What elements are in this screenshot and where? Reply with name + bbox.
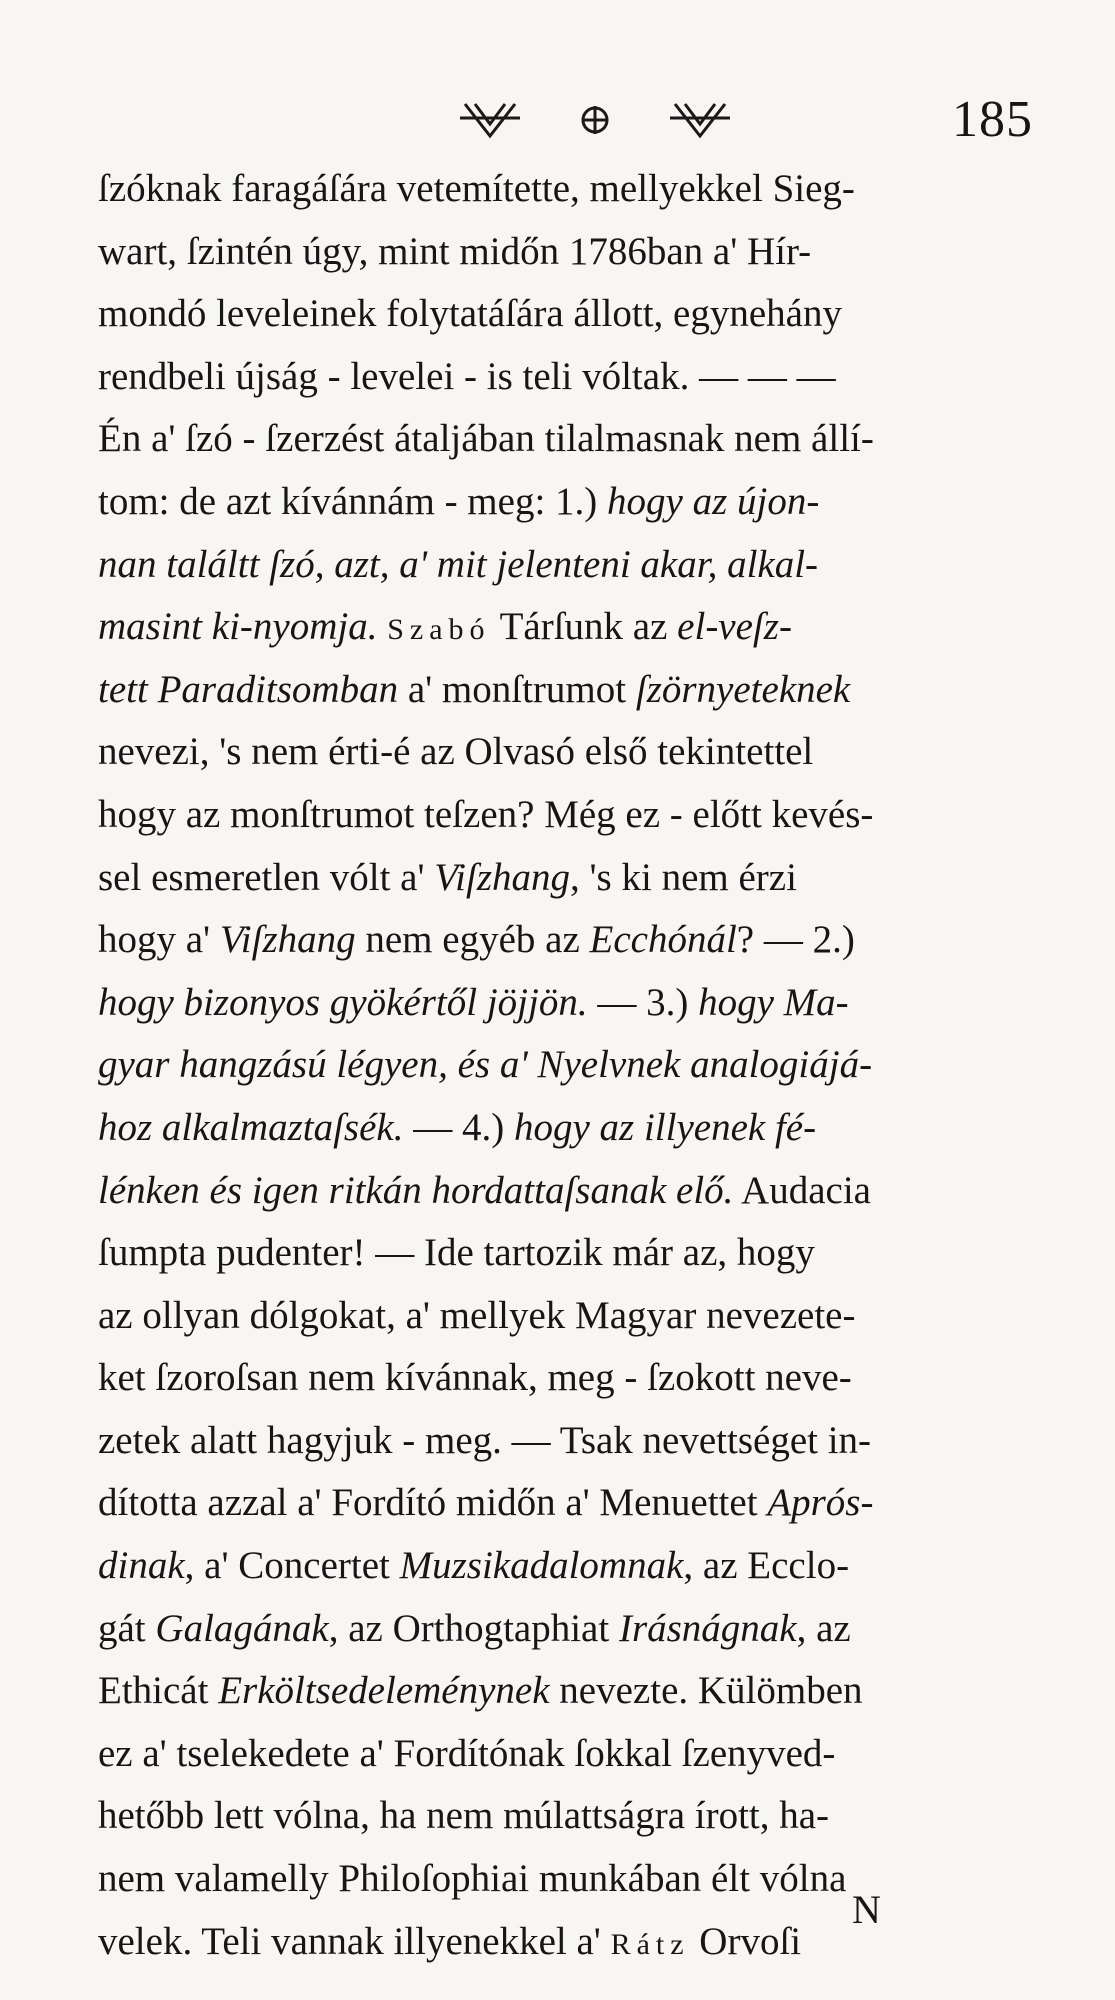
italic-text: hogy az újon- (607, 479, 820, 523)
text-line-content (98, 659, 850, 722)
roman-text: tom: de azt kívánnám - meg: 1.) (98, 479, 608, 523)
text-line (98, 1785, 1058, 1848)
text-line (98, 721, 1058, 784)
text-line (98, 1598, 1058, 1661)
text-line-content (98, 1347, 852, 1410)
text-line (98, 1160, 1058, 1223)
italic-text: Galagának (155, 1606, 329, 1650)
italic-text: tett Paraditsomban (98, 667, 399, 711)
text-line-content (98, 972, 849, 1035)
italic-text: hogy Ma- (698, 980, 849, 1024)
roman-text: Audacia (733, 1168, 871, 1212)
italic-text: Viſzhang (219, 918, 356, 962)
roman-text: — 3.) (587, 980, 699, 1024)
spaced-name-text: Rátz (610, 1927, 690, 1961)
text-line-content (98, 1785, 829, 1848)
text-line-content (98, 346, 836, 409)
roman-text: hogy a' (98, 918, 220, 962)
text-line-content (98, 1660, 863, 1723)
text-line (98, 221, 1058, 284)
text-line-content (98, 721, 813, 784)
italic-text: Erköltsedeleménynek (218, 1669, 550, 1713)
text-line-content (98, 1598, 851, 1661)
text-line (98, 596, 1058, 659)
roman-text: ? — 2.) (736, 918, 855, 962)
italic-text: hogy az illyenek fé- (513, 1105, 817, 1149)
text-line-content (98, 408, 874, 471)
text-line-content (98, 1222, 815, 1285)
italic-text: dinak (98, 1544, 185, 1588)
text-line (98, 1535, 1058, 1598)
page-header (0, 92, 1115, 152)
roman-text: ſzóknak faragáſára vetemítette, mellyekkel Sieg- (98, 167, 855, 210)
roman-text: hogy az monſtrumot teſzen? Még ez - előtt kevés- (98, 792, 874, 836)
text-line-content (98, 1472, 873, 1535)
text-line-content (98, 1911, 801, 1977)
italic-text: ſzörnyeteknek (635, 667, 851, 711)
text-line-content (98, 909, 855, 972)
text-line (98, 534, 1058, 597)
italic-text: el-veſz- (677, 605, 792, 649)
text-line (98, 283, 1058, 346)
printer-flourish-ornament-icon (455, 92, 735, 148)
text-line (98, 659, 1058, 722)
roman-text: velek. Teli vannak illyenekkel a' (98, 1919, 611, 1963)
roman-text: nem valamelly Philoſophiai munkában élt vólna (98, 1857, 847, 1901)
text-line (98, 1472, 1058, 1535)
body-text (98, 158, 1058, 1973)
roman-text: ez a' tselekedete a' Fordítónak ſokkal ſzenyved- (98, 1731, 836, 1775)
text-line (98, 1660, 1058, 1723)
roman-text: ket ſzoroſsan nem kívánnak, meg - ſzokott neve- (98, 1356, 852, 1400)
text-line (98, 909, 1058, 972)
text-line (98, 471, 1058, 534)
text-line (98, 784, 1058, 847)
text-line-content (98, 596, 792, 662)
text-line-content (98, 1285, 855, 1348)
italic-text: Irásnágnak (618, 1606, 797, 1650)
italic-text: Viſzhang (434, 855, 571, 899)
text-line (98, 1911, 1058, 1974)
roman-text: ſumpta pudenter! — Ide tartozik már az, hogy (98, 1231, 815, 1275)
spaced-name-text: Szabó (387, 613, 491, 647)
text-line-content (98, 221, 811, 284)
text-line-content (98, 534, 818, 597)
text-line-content (98, 283, 842, 346)
roman-text: Tárſunk az (490, 605, 678, 649)
text-line-content (98, 1034, 872, 1097)
roman-text: az ollyan dólgokat, a' mellyek Magyar nevezete- (98, 1293, 856, 1337)
text-line-content (98, 1535, 849, 1598)
italic-text: gyar hangzású légyen, és a' Nyelvnek analogiájá- (98, 1043, 873, 1087)
roman-text (377, 605, 387, 648)
roman-text: wart, ſzintén úgy, mint midőn 1786ban a' Hír- (98, 229, 812, 273)
text-line (98, 1848, 1058, 1911)
text-line (98, 847, 1058, 910)
text-line (98, 158, 1058, 221)
text-line (98, 1723, 1058, 1786)
italic-text: Aprós- (767, 1481, 874, 1525)
roman-text: dította azzal a' Fordító midőn a' Menuettet (98, 1481, 768, 1525)
italic-text: masint ki-nyomja. (98, 605, 378, 649)
text-line (98, 1285, 1058, 1348)
roman-text: , az (796, 1606, 851, 1650)
text-line (98, 1222, 1058, 1285)
page-number: 185 (952, 91, 1033, 148)
roman-text: Orvoſi (689, 1919, 802, 1963)
italic-text: nan találtt ſzó, azt, a' mit jelenteni akar, alkal- (98, 542, 819, 586)
text-line (98, 408, 1058, 471)
text-line (98, 972, 1058, 1035)
text-line-content (98, 1160, 871, 1223)
roman-text: mondó leveleinek folytatáſára állott, egynehány (98, 292, 842, 336)
roman-text: — 4.) (403, 1105, 514, 1149)
text-line-content (98, 847, 797, 910)
roman-text: hetőbb lett vólna, ha nem múlattságra írott, ha- (98, 1794, 830, 1838)
roman-text: a' monſtrumot (398, 667, 636, 711)
roman-text: nevezi, 's nem érti-é az Olvasó első tekintettel (98, 730, 814, 774)
catchword: N (852, 1887, 881, 1932)
text-line-content (98, 471, 819, 534)
roman-text: gát (98, 1606, 156, 1650)
text-line-content (98, 1848, 846, 1911)
text-line (98, 1097, 1058, 1160)
text-line-content (98, 1410, 871, 1473)
italic-text: hogy bizonyos gyökértől jöjjön. (98, 980, 588, 1024)
roman-text: sel esmeretlen vólt a' (98, 855, 435, 899)
roman-text: zetek alatt hagyjuk - meg. — Tsak nevettséget in- (98, 1418, 872, 1462)
roman-text: Én a' ſzó - ſzerzést átaljában tilalmasnak nem állí- (98, 417, 874, 461)
roman-text: , az Ecclo- (683, 1544, 850, 1588)
italic-text: hoz alkalmaztaſsék. (98, 1105, 404, 1149)
roman-text: rendbeli újság - levelei - is teli vóltak. — — — (98, 354, 836, 398)
roman-text: nem egyéb az (355, 918, 590, 962)
text-line (98, 346, 1058, 409)
italic-text: Muzsikadalomnak (399, 1544, 684, 1588)
text-line (98, 1034, 1058, 1097)
text-line (98, 1347, 1058, 1410)
text-line-content (98, 158, 855, 221)
text-line-content (98, 1097, 816, 1160)
roman-text: , 's ki nem érzi (570, 855, 797, 899)
roman-text: nevezte. Külömben (549, 1669, 863, 1713)
italic-text: Ecchónál (589, 918, 737, 962)
roman-text: Ethicát (98, 1669, 219, 1713)
roman-text: , az Orthogtaphiat (328, 1606, 619, 1650)
italic-text: lénken és igen ritkán hordattaſsanak elő. (98, 1168, 734, 1212)
text-line-content (98, 784, 873, 847)
roman-text: , a' Concertet (184, 1544, 400, 1588)
text-line-content (98, 1723, 835, 1786)
text-line (98, 1410, 1058, 1473)
